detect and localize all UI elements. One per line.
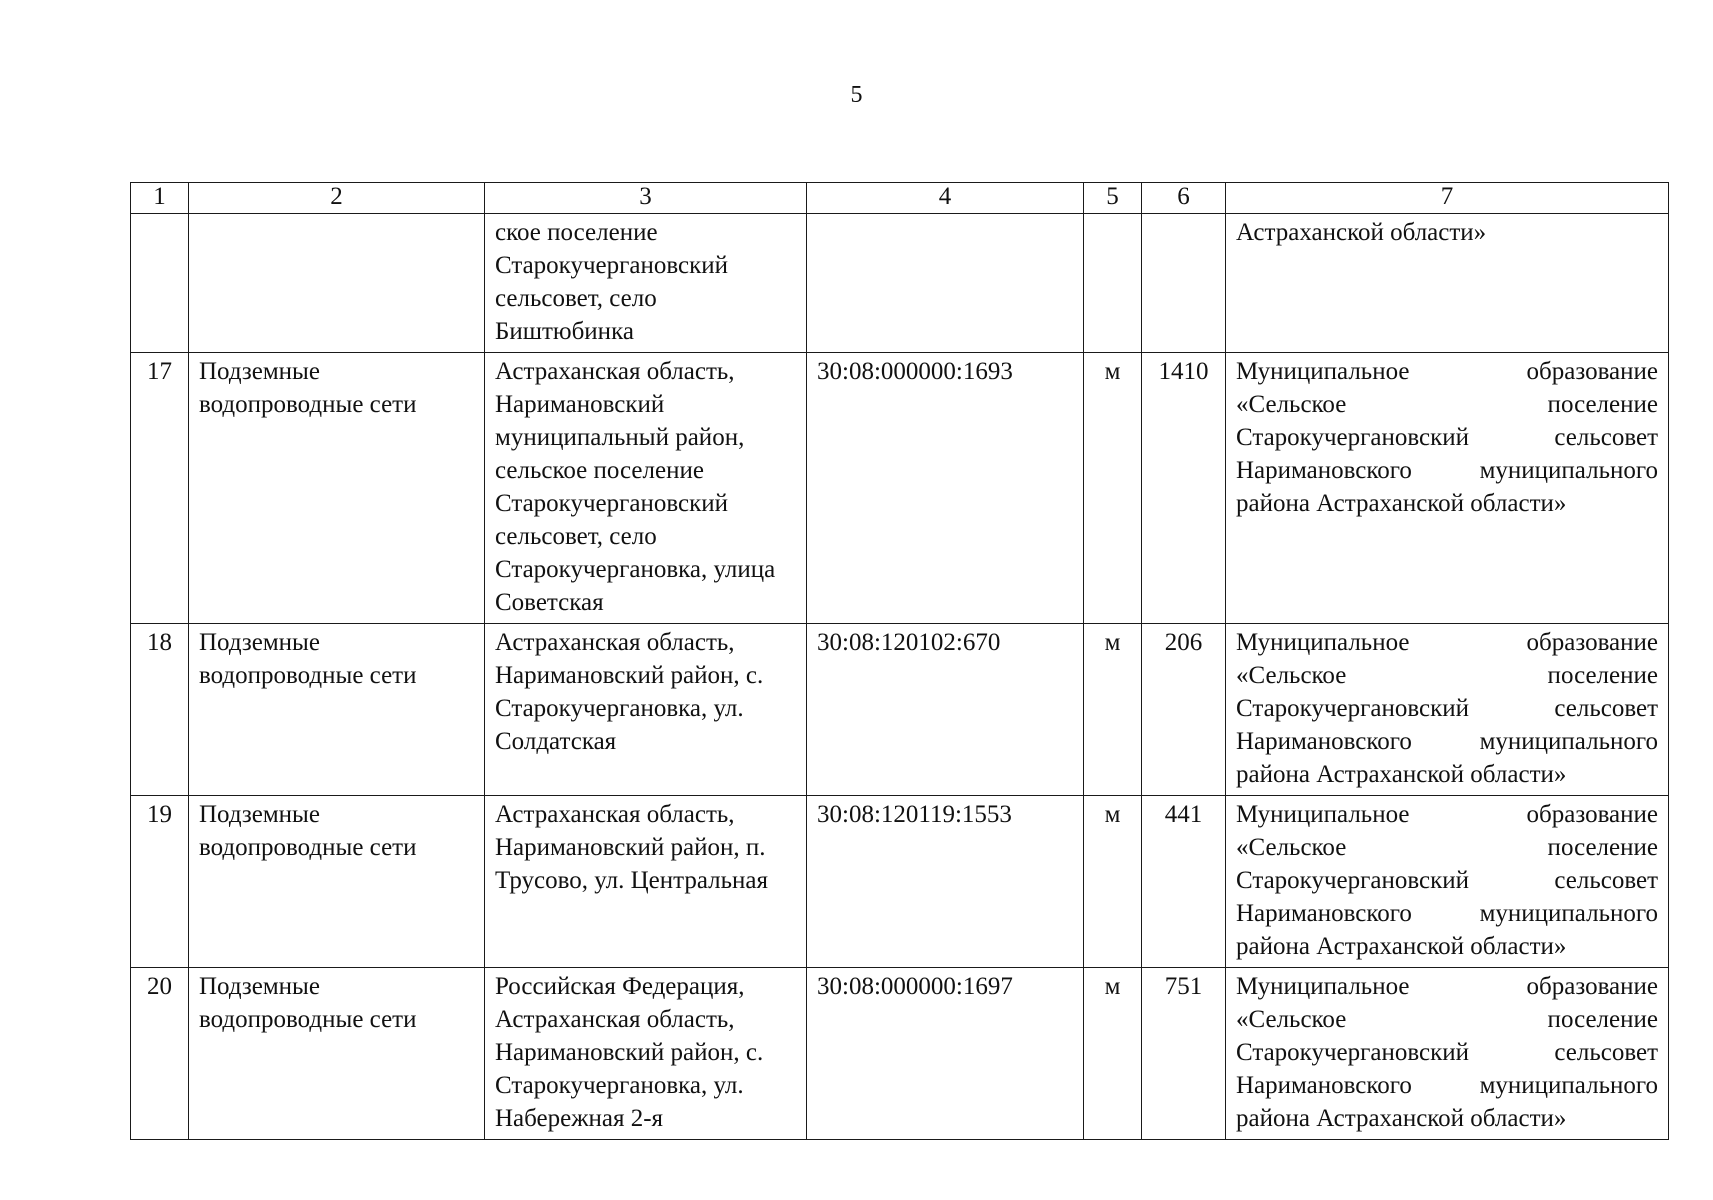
length-cell: 1410 — [1142, 353, 1226, 624]
row-number-cell: 17 — [131, 353, 189, 624]
owner-cell: Муниципальное образование «Сельское поселение Старокучергановский сельсовет Наримановского муниципального района Астраханской области» — [1226, 796, 1669, 968]
table-row — [131, 968, 1669, 1140]
table-row — [131, 624, 1669, 796]
header-cell-4: 4 — [807, 183, 1084, 214]
header-cell-3: 3 — [485, 183, 807, 214]
header-cell-7: 7 — [1226, 183, 1669, 214]
row-number-cell: 19 — [131, 796, 189, 968]
owner-cell: Астраханской области» — [1226, 214, 1669, 353]
table-row — [131, 796, 1669, 968]
cadastral-number-cell: 30:08:000000:1693 — [807, 353, 1084, 624]
cadastral-number-cell: 30:08:000000:1697 — [807, 968, 1084, 1140]
object-name-cell: Подземные водопроводные сети — [189, 796, 485, 968]
address-cell: Астраханская область, Наримановский район, п. Трусово, ул. Центральная — [485, 796, 807, 968]
continuation-row — [131, 214, 1669, 353]
row-number-cell — [131, 214, 189, 353]
row-number-cell: 20 — [131, 968, 189, 1140]
length-cell: 206 — [1142, 624, 1226, 796]
header-cell-5: 5 — [1084, 183, 1142, 214]
cadastral-number-cell — [807, 214, 1084, 353]
table-row — [131, 353, 1669, 624]
unit-cell: м — [1084, 353, 1142, 624]
object-name-cell: Подземные водопроводные сети — [189, 353, 485, 624]
cadastral-number-cell: 30:08:120119:1553 — [807, 796, 1084, 968]
object-name-cell — [189, 214, 485, 353]
address-cell: Российская Федерация, Астраханская область, Наримановский район, с. Старокучергановка, ул. Набережная 2-я — [485, 968, 807, 1140]
unit-cell: м — [1084, 968, 1142, 1140]
address-cell: ское поселение Старокучергановский сельсовет, село Биштюбинка — [485, 214, 807, 353]
owner-cell: Муниципальное образование «Сельское поселение Старокучергановский сельсовет Наримановского муниципального района Астраханской области» — [1226, 968, 1669, 1140]
unit-cell: м — [1084, 796, 1142, 968]
header-cell-6: 6 — [1142, 183, 1226, 214]
header-cell-1: 1 — [131, 183, 189, 214]
header-row — [131, 183, 1669, 214]
unit-cell: м — [1084, 624, 1142, 796]
object-name-cell: Подземные водопроводные сети — [189, 968, 485, 1140]
length-cell: 751 — [1142, 968, 1226, 1140]
unit-cell — [1084, 214, 1142, 353]
owner-cell: Муниципальное образование «Сельское поселение Старокучергановский сельсовет Наримановского муниципального района Астраханской области» — [1226, 624, 1669, 796]
object-name-cell: Подземные водопроводные сети — [189, 624, 485, 796]
row-number-cell: 18 — [131, 624, 189, 796]
address-cell: Астраханская область, Наримановский район, с. Старокучергановка, ул. Солдатская — [485, 624, 807, 796]
registry-table — [130, 182, 1669, 1140]
owner-cell: Муниципальное образование «Сельское поселение Старокучергановский сельсовет Наримановского муниципального района Астраханской области» — [1226, 353, 1669, 624]
address-cell: Астраханская область, Наримановский муниципальный район, сельское поселение Старокучергановский сельсовет, село Старокучергановка, улица Советская — [485, 353, 807, 624]
length-cell: 441 — [1142, 796, 1226, 968]
header-cell-2: 2 — [189, 183, 485, 214]
page-number: 5 — [850, 82, 863, 108]
cadastral-number-cell: 30:08:120102:670 — [807, 624, 1084, 796]
length-cell — [1142, 214, 1226, 353]
